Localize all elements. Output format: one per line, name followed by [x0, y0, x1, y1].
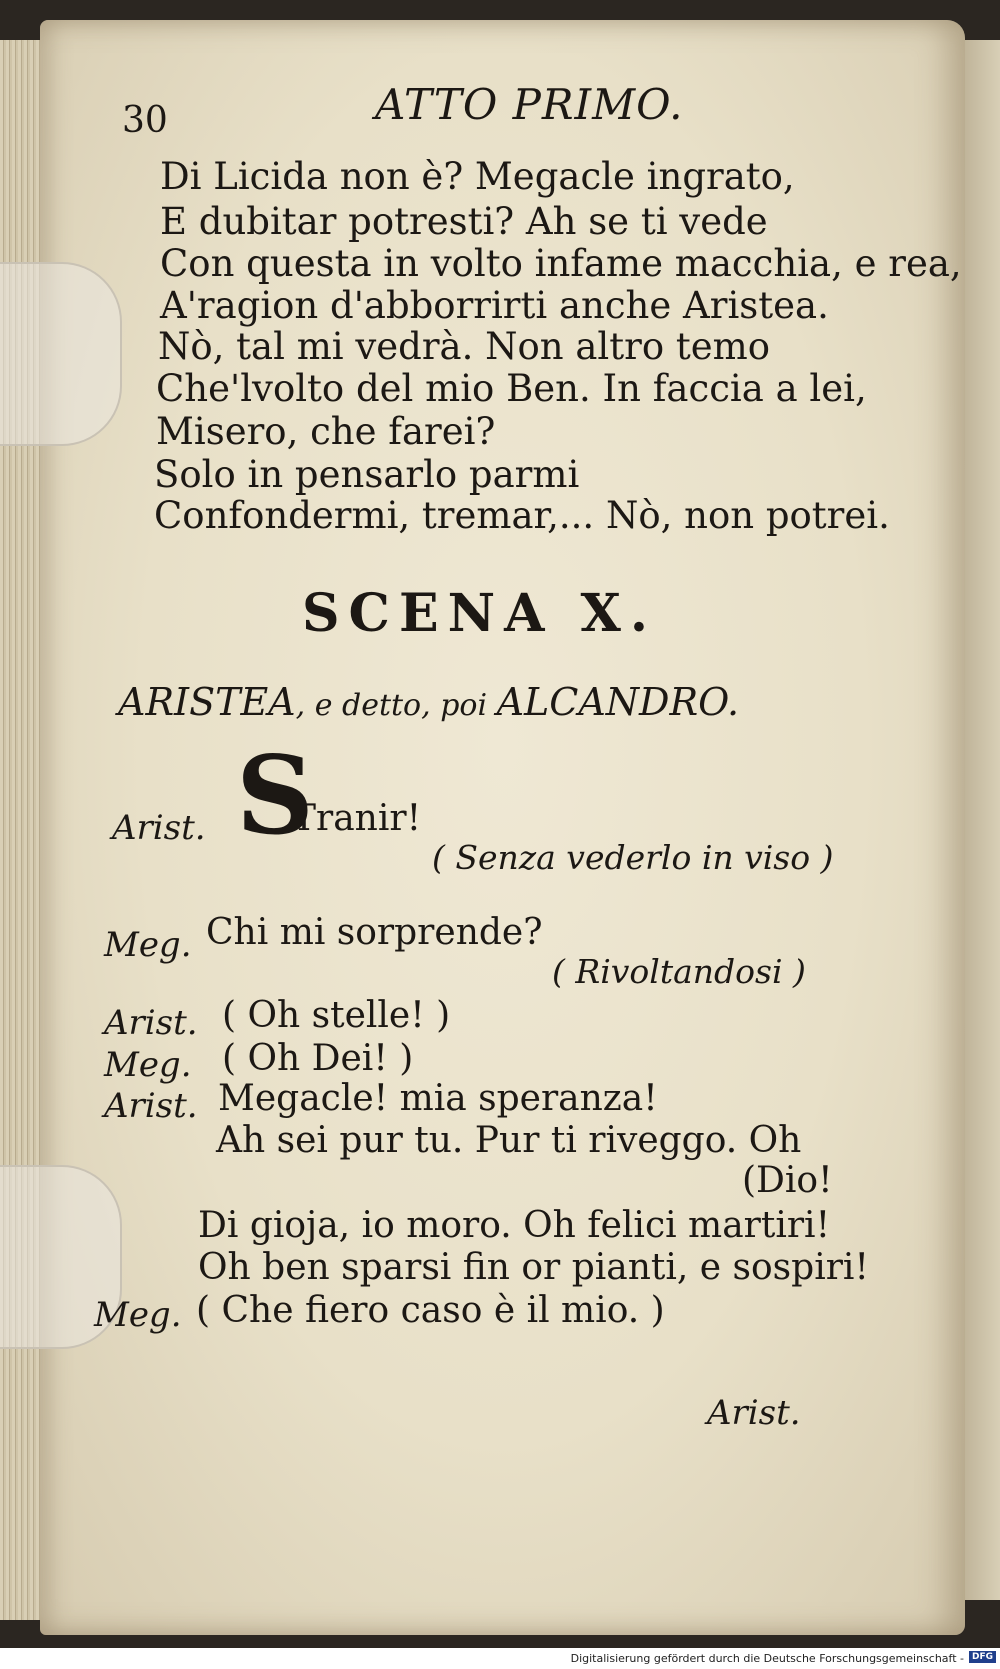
- character-separator: , e detto, poi: [295, 688, 497, 723]
- dfg-logo: DFG: [969, 1651, 996, 1663]
- digitization-footer: [0, 1648, 1000, 1669]
- speaker-label: Meg.: [104, 1045, 192, 1085]
- character-first: ARISTEA: [118, 680, 296, 724]
- speaker-label: Arist.: [104, 1003, 198, 1043]
- page-clip-tab-upper: [0, 262, 122, 446]
- speaker-label: Arist.: [112, 808, 206, 848]
- character-list: [118, 680, 739, 724]
- speaker-label: Arist.: [104, 1086, 198, 1126]
- character-second: ALCANDRO.: [496, 680, 740, 724]
- verse-line: E dubitar potresti? Ah se ti vede: [160, 200, 768, 243]
- verse-line: Con questa in volto infame macchia, e rea,: [160, 242, 962, 285]
- stage-direction: ( Senza vederlo in viso ): [432, 838, 834, 877]
- speaker-label: Meg.: [104, 925, 192, 965]
- dialogue-text: Chi mi sorprende?: [206, 912, 543, 953]
- verse-line: Di Licida non è? Megacle ingrato,: [160, 155, 795, 198]
- dialogue-text-continuation: (Dio!: [742, 1160, 833, 1201]
- running-header: ATTO PRIMO.: [375, 80, 684, 129]
- verse-line: Solo in pensarlo parmi: [154, 453, 580, 496]
- drop-cap: S: [236, 733, 314, 859]
- dialogue-text: Di gioja, io moro. Oh felici martiri!: [198, 1205, 831, 1246]
- stage-direction: ( Rivoltandosi ): [552, 952, 806, 991]
- page-number: 30: [122, 100, 168, 141]
- dialogue-text: ( Che fiero caso è il mio. ): [196, 1290, 665, 1331]
- speaker-label: Meg.: [94, 1295, 182, 1335]
- scene-title: SCENA X.: [302, 583, 658, 644]
- verse-line: Confondermi, tremar,... Nò, non potrei.: [154, 494, 890, 537]
- dialogue-text: ( Oh stelle! ): [222, 995, 451, 1036]
- dialogue-text: ( Oh Dei! ): [222, 1038, 414, 1079]
- footer-credit: Digitalisierung gefördert durch die Deutsche Forschungsgemeinschaft -: [570, 1652, 964, 1665]
- verse-line: Che'lvolto del mio Ben. In faccia a lei,: [156, 367, 867, 410]
- catchword: Arist.: [707, 1393, 801, 1433]
- verse-line: Misero, che farei?: [156, 410, 496, 453]
- dialogue-text: Tranir!: [292, 798, 422, 839]
- dialogue-text: Megacle! mia speranza!: [218, 1078, 658, 1119]
- dialogue-text: Oh ben sparsi fin or pianti, e sospiri!: [198, 1247, 869, 1288]
- dialogue-text: Ah sei pur tu. Pur ti riveggo. Oh: [216, 1120, 802, 1161]
- verse-line: A'ragion d'abborrirti anche Aristea.: [160, 284, 829, 327]
- verse-line: Nò, tal mi vedrà. Non altro temo: [158, 325, 770, 368]
